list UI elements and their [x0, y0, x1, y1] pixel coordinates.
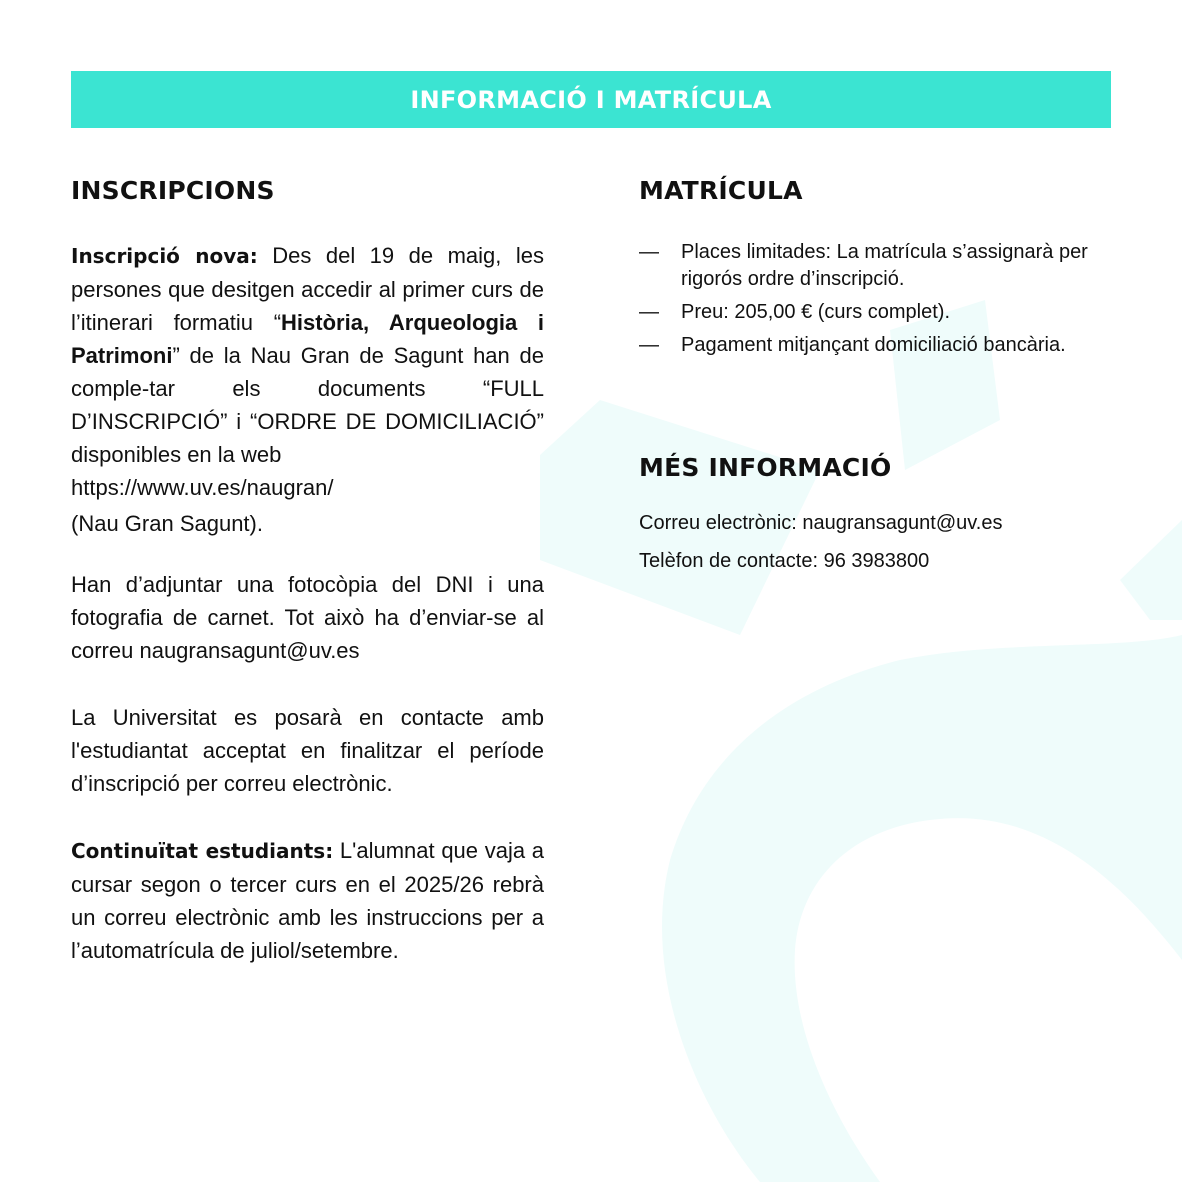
list-item	[639, 299, 1111, 326]
web-url-note: (Nau Gran Sagunt).	[71, 511, 263, 536]
inscripcions-title: INSCRIPCIONS	[71, 176, 275, 205]
universitat-paragraph: La Universitat es posarà en contacte amb l'estudiantat acceptat en finalitzar el període d’inscripció per correu electrònic.	[71, 705, 544, 796]
continuitat-paragraph	[71, 834, 544, 967]
web-url-link[interactable]: https://www.uv.es/naugran/	[71, 475, 334, 500]
list-item-text: Places limitades: La matrícula s’assignarà per rigorós ordre d’inscripció.	[681, 241, 1088, 290]
section-banner	[71, 71, 1111, 128]
inscripcio-nova-text-2: ” de la Nau Gran de Sagunt han de comple-tar els documents “FULL D’INSCRIPCIÓ” i “ORDRE DE DOMICILIACIÓ” disponibles en la web	[71, 343, 544, 467]
continuitat-label: Continuïtat estudiants:	[71, 839, 334, 863]
list-item-text: Pagament mitjançant domiciliació bancària.	[681, 334, 1066, 356]
inscripcio-nova-text-1: Des del 19 de maig, les persones que desitgen accedir al primer curs de l’itinerari formatiu “	[71, 243, 544, 335]
list-item	[639, 239, 1111, 293]
list-item	[639, 332, 1111, 359]
inscripcio-nova-label: Inscripció nova:	[71, 244, 258, 268]
course-name: Història, Arqueologia i Patrimoni	[71, 310, 544, 368]
mes-informacio-title: MÉS INFORMACIÓ	[639, 453, 892, 482]
list-item-text: Preu: 205,00 € (curs complet).	[681, 301, 951, 323]
contact-email[interactable]: Correu electrònic: naugransagunt@uv.es	[639, 512, 1003, 534]
matricula-title: MATRÍCULA	[639, 176, 803, 205]
dash-bullet: —	[639, 241, 659, 263]
inscripcio-nova-paragraph	[71, 239, 544, 540]
matricula-list	[639, 239, 1111, 359]
dash-bullet: —	[639, 301, 659, 323]
matricula-column	[639, 176, 1111, 584]
adjuntar-paragraph: Han d’adjuntar una fotocòpia del DNI i una fotografia de carnet. Tot això ha d’enviar-se al correu naugransagunt@uv.es	[71, 572, 544, 663]
inscripcions-column	[71, 176, 544, 967]
continuitat-text: L'alumnat que vaja a cursar segon o tercer curs en el 2025/26 rebrà un correu electrònic amb les instruccions per a l’automatrícula de juliol/setembre.	[71, 838, 545, 963]
dash-bullet: —	[639, 334, 659, 356]
banner-title: INFORMACIÓ I MATRÍCULA	[410, 85, 772, 114]
contact-info	[639, 508, 1111, 576]
contact-phone[interactable]: Telèfon de contacte: 96 3983800	[639, 550, 930, 572]
